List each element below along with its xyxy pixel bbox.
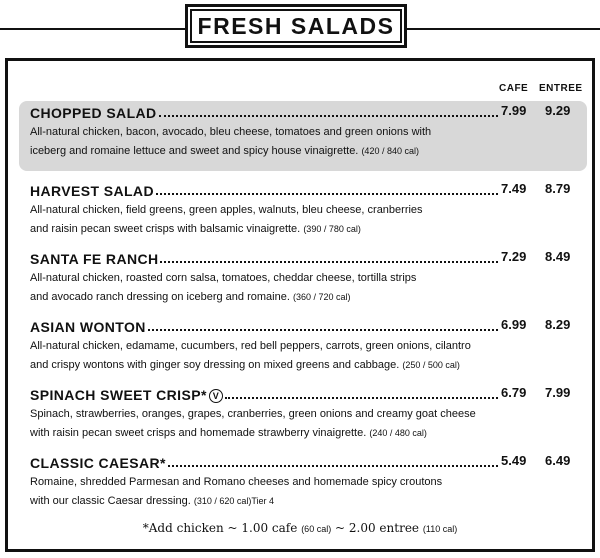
description-text: and raisin pecan sweet crisps with balsamic vinaigrette. <box>30 223 301 235</box>
description-text: and avocado ranch dressing on iceberg and romaine. <box>30 291 290 303</box>
price-entree: 8.49 <box>545 249 571 264</box>
title-box <box>185 4 407 48</box>
description-line <box>30 142 500 161</box>
dot-leader <box>225 397 498 399</box>
item-name: ASIAN WONTON <box>30 319 146 335</box>
description-text: and crispy wontons with ginger soy dressing on mixed greens and cabbage. <box>30 359 400 371</box>
item-name-row <box>30 179 500 199</box>
price-entree: 8.79 <box>545 181 571 196</box>
description-line <box>30 220 500 239</box>
item-name: CLASSIC CAESAR* <box>30 455 166 471</box>
item-description <box>30 269 500 307</box>
item-name-row <box>30 315 500 335</box>
menu-panel <box>5 58 595 552</box>
dot-leader <box>159 115 498 117</box>
price-cafe: 6.99 <box>501 317 527 332</box>
item-name-row <box>30 101 500 121</box>
footer-text-cafe: *Add chicken ~ 1.00 cafe <box>142 521 298 535</box>
description-line: Spinach, strawberries, oranges, grapes, cranberries, green onions and creamy goat cheese <box>30 408 476 420</box>
footer-cal-cafe: (60 cal) <box>301 524 332 534</box>
item-name-row <box>30 247 500 267</box>
item-description <box>30 405 500 443</box>
description-text: iceberg and romaine lettuce and sweet and spicy house vinaigrette. <box>30 145 359 157</box>
dot-leader <box>160 261 498 263</box>
menu-item-chopped-salad <box>19 101 587 171</box>
footer-text-entree: ~ 2.00 entree <box>335 521 420 535</box>
description-line: All-natural chicken, edamame, cucumbers, red bell peppers, carrots, green onions, cilantro <box>30 340 471 352</box>
dot-leader <box>148 329 498 331</box>
item-name: SANTA FE RANCH <box>30 251 159 267</box>
price-entree: 7.99 <box>545 385 571 400</box>
item-name-row <box>30 451 500 471</box>
description-line <box>30 356 500 375</box>
dot-leader <box>156 193 498 195</box>
price-cafe: 7.49 <box>501 181 527 196</box>
price-entree: 8.29 <box>545 317 571 332</box>
calories: (250 / 500 cal) <box>402 360 460 370</box>
item-description <box>30 201 500 239</box>
item-name: HARVEST SALAD <box>30 183 154 199</box>
calories: (420 / 840 cal) <box>361 146 419 156</box>
price-cafe: 7.99 <box>501 103 527 118</box>
description-line: All-natural chicken, roasted corn salsa, tomatoes, cheddar cheese, tortilla strips <box>30 272 417 284</box>
price-entree: 9.29 <box>545 103 571 118</box>
description-text: with our classic Caesar dressing. <box>30 495 191 507</box>
description-text: with raisin pecan sweet crisps and homemade strawberry vinaigrette. <box>30 427 367 439</box>
item-description <box>30 123 500 161</box>
calories: (310 / 620 cal)Tier 4 <box>193 496 275 506</box>
description-line: Romaine, shredded Parmesan and Romano cheeses and homemade spicy croutons <box>30 476 443 488</box>
calories: (360 / 720 cal) <box>292 292 351 302</box>
description-line <box>30 424 500 443</box>
description-line <box>30 492 500 511</box>
footer-cal-entree: (110 cal) <box>422 524 458 534</box>
dot-leader <box>168 465 498 467</box>
description-line: All-natural chicken, field greens, green apples, walnuts, bleu cheese, cranberries <box>30 204 423 216</box>
price-cafe: 5.49 <box>501 453 527 468</box>
price-cafe: 7.29 <box>501 249 527 264</box>
price-entree: 6.49 <box>545 453 571 468</box>
item-description <box>30 337 500 375</box>
add-chicken-note <box>8 521 592 535</box>
calories: (390 / 780 cal) <box>303 224 361 234</box>
column-header-cafe: CAFE <box>499 83 529 94</box>
item-name: CHOPPED SALAD <box>30 105 157 121</box>
column-header-entree: ENTREE <box>539 83 583 94</box>
price-cafe: 6.79 <box>501 385 527 400</box>
page-title: FRESH SALADS <box>190 9 402 43</box>
item-name: SPINACH SWEET CRISP* <box>30 387 207 403</box>
item-name-row <box>30 383 500 403</box>
description-line: All-natural chicken, bacon, avocado, bleu cheese, tomatoes and green onions with <box>30 126 432 138</box>
description-line <box>30 288 500 307</box>
vegetarian-icon: V <box>209 389 223 403</box>
calories: (240 / 480 cal) <box>369 428 427 438</box>
item-description <box>30 473 500 511</box>
